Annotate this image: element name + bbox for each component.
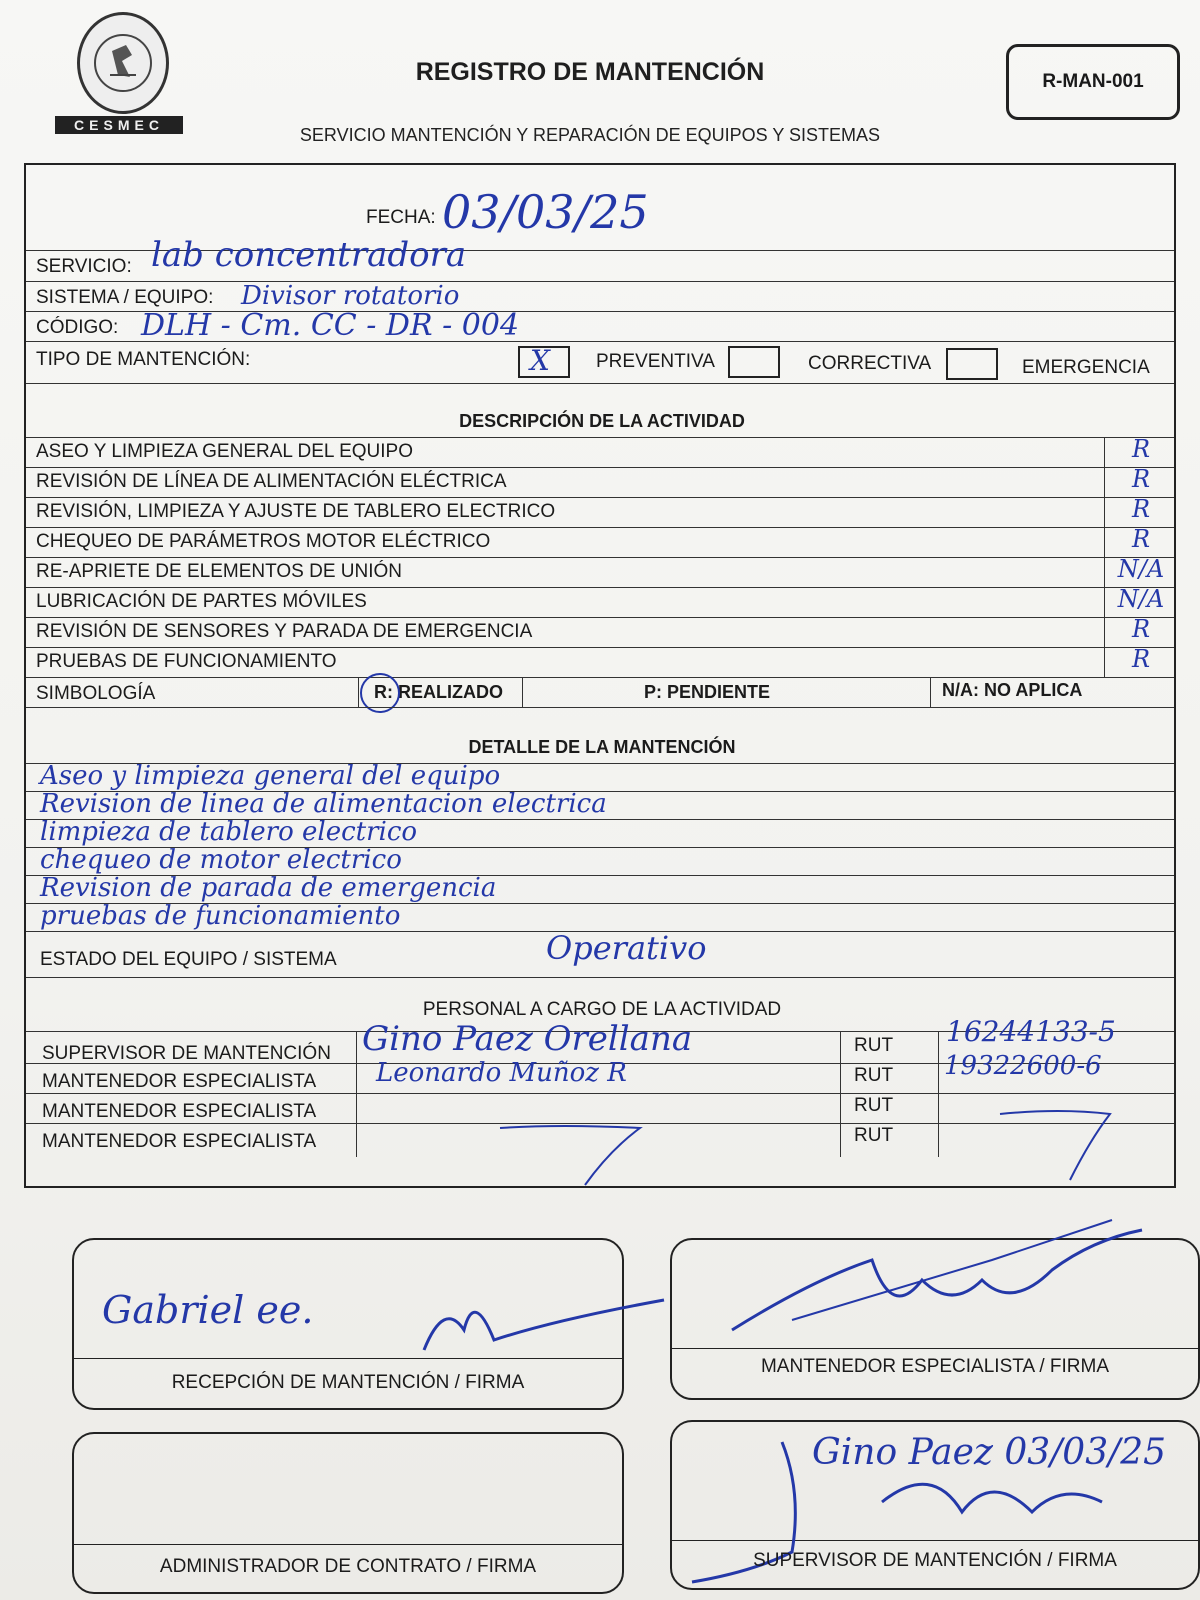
form-code-badge: R-MAN-001 [1006,44,1180,120]
form-subtitle: SERVICIO MANTENCIÓN Y REPARACIÓN DE EQUIPOS Y SISTEMAS [299,125,881,145]
detalle-line[interactable]: Revision de linea de alimentacion electrica [40,789,607,819]
mantenedor-label: MANTENEDOR ESPECIALISTA / FIRMA [760,1356,1110,1377]
fecha-label: FECHA: [366,207,436,228]
rut-label: RUT [854,1125,894,1146]
simbologia-pendiente: P: PENDIENTE [644,682,771,702]
mantenedor-signature [732,1220,1152,1350]
personal-rut[interactable]: 19322600-6 [944,1051,1102,1081]
detalle-line[interactable]: chequeo de motor electrico [40,845,402,875]
codigo-value[interactable]: DLH - Cm. CC - DR - 004 [141,308,520,343]
actividad-status[interactable]: R [1131,495,1151,523]
simbologia-realizado: R: REALIZADO [374,682,503,702]
actividad-label: REVISIÓN DE LÍNEA DE ALIMENTACIÓN ELÉCTRICA [36,471,507,492]
rut-label: RUT [854,1035,894,1056]
recepcion-signature-box[interactable] [72,1238,624,1410]
servicio-label: SERVICIO: [36,256,132,277]
actividad-label: PRUEBAS DE FUNCIONAMIENTO [36,651,337,672]
estado-value[interactable]: Operativo [546,929,707,967]
personal-rut[interactable]: 16244133-5 [946,1015,1116,1048]
personal-heading: PERSONAL A CARGO DE LA ACTIVIDAD [422,999,782,1020]
actividad-label: LUBRICACIÓN DE PARTES MÓVILES [36,591,367,612]
emergencia-checkbox[interactable] [946,348,998,380]
recepcion-signature [404,1280,664,1360]
simbologia-no-aplica: N/A: NO APLICA [942,680,1083,700]
actividad-label: RE-APRIETE DE ELEMENTOS DE UNIÓN [36,561,402,582]
actividad-label: CHEQUEO DE PARÁMETROS MOTOR ELÉCTRICO [36,531,491,552]
form-title: REGISTRO DE MANTENCIÓN [415,58,765,86]
preventiva-mark: X [530,344,550,377]
actividad-status[interactable]: R [1131,645,1151,673]
recepcion-label: RECEPCIÓN DE MANTENCIÓN / FIRMA [171,1372,525,1393]
rut-label: RUT [854,1095,894,1116]
actividad-status[interactable]: N/A [1117,555,1165,583]
detalle-line[interactable]: pruebas de funcionamiento [40,901,401,931]
actividad-label: REVISIÓN DE SENSORES Y PARADA DE EMERGENCIA [36,621,533,642]
administrador-label: ADMINISTRADOR DE CONTRATO / FIRMA [159,1556,537,1577]
recepcion-name: Gabriel ee. [102,1288,314,1332]
emergencia-label: EMERGENCIA [1022,357,1150,378]
personal-role: MANTENEDOR ESPECIALISTA [42,1071,317,1092]
personal-name[interactable]: Leonardo Muñoz R [376,1058,627,1088]
detalle-line[interactable]: Revision de parada de emergencia [40,873,497,903]
tipo-label: TIPO DE MANTENCIÓN: [36,349,251,370]
detalle-line[interactable]: Aseo y limpieza general del equipo [40,761,501,791]
actividad-label: ASEO Y LIMPIEZA GENERAL DEL EQUIPO [36,441,413,462]
personal-role: MANTENEDOR ESPECIALISTA [42,1101,317,1122]
simbologia-label: SIMBOLOGÍA [36,683,156,704]
actividad-heading: DESCRIPCIÓN DE LA ACTIVIDAD [459,411,745,431]
rut-label: RUT [854,1065,894,1086]
form-body [24,163,1176,1188]
personal-name[interactable]: Gino Paez Orellana [362,1019,693,1059]
fecha-value[interactable]: 03/03/25 [442,185,649,239]
estado-label: ESTADO DEL EQUIPO / SISTEMA [40,949,337,970]
supervisor-signature-box[interactable] [670,1420,1200,1590]
actividad-status[interactable]: R [1131,435,1151,463]
detalle-heading: DETALLE DE LA MANTENCIÓN [468,737,736,757]
actividad-status[interactable]: N/A [1117,585,1165,613]
detalle-line[interactable]: limpieza de tablero electrico [40,817,418,847]
codigo-label: CÓDIGO: [36,317,119,338]
actividad-status[interactable]: R [1131,615,1151,643]
personal-role: MANTENEDOR ESPECIALISTA [42,1131,317,1152]
actividad-status[interactable]: R [1131,465,1151,493]
sistema-value[interactable]: Divisor rotatorio [241,281,460,311]
correctiva-checkbox[interactable] [728,346,780,378]
servicio-value[interactable]: lab concentradora [151,235,467,275]
sistema-label: SISTEMA / EQUIPO: [36,287,214,308]
personal-role: SUPERVISOR DE MANTENCIÓN [42,1043,331,1064]
administrador-signature-box[interactable] [72,1432,624,1594]
actividad-label: REVISIÓN, LIMPIEZA Y AJUSTE DE TABLERO ELECTRICO [36,501,556,522]
supervisor-label: SUPERVISOR DE MANTENCIÓN / FIRMA [753,1550,1117,1571]
preventiva-label: PREVENTIVA [596,351,715,372]
correctiva-label: CORRECTIVA [808,353,932,374]
logo-brand-bar: CESMEC [55,116,183,134]
preventiva-checkbox[interactable] [518,346,570,378]
mantenedor-signature-box[interactable] [670,1238,1200,1400]
actividad-status[interactable]: R [1131,525,1151,553]
supervisor-note: Gino Paez 03/03/25 [812,1432,1167,1473]
